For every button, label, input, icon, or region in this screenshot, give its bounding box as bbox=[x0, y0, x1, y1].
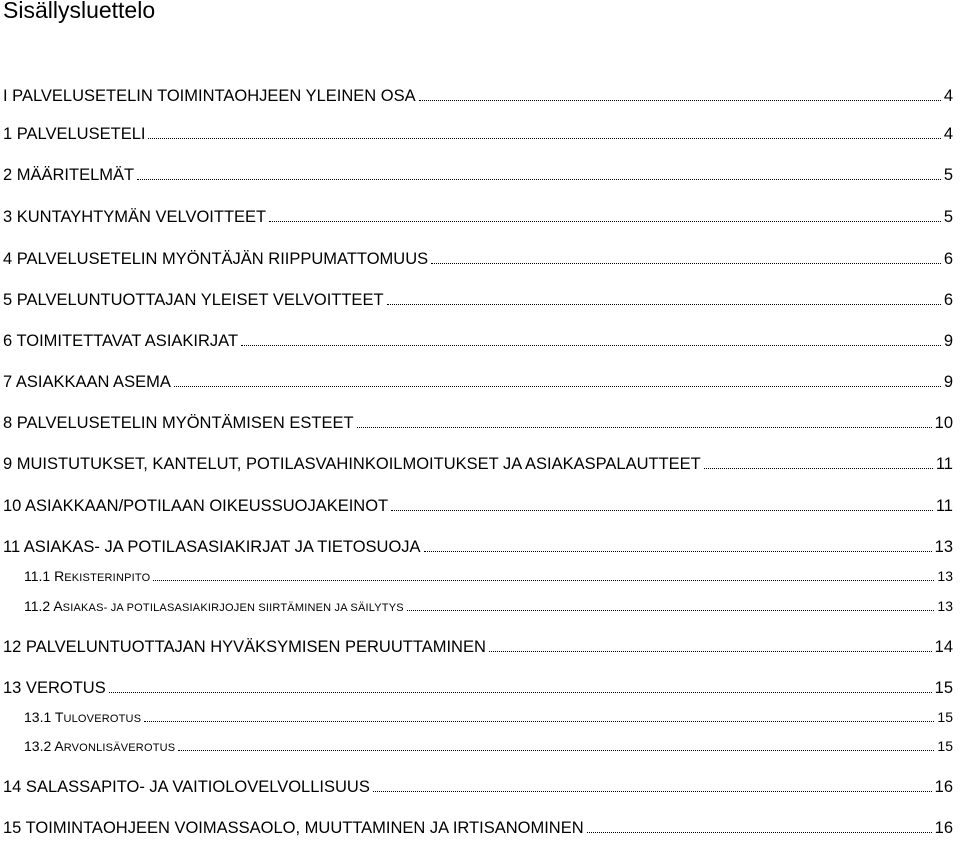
toc-subentry[interactable] bbox=[24, 566, 953, 586]
page-title: Sisällysluettelo bbox=[3, 0, 156, 23]
toc-subentry-text: ULOVEROTUS bbox=[63, 713, 142, 725]
toc-entry[interactable] bbox=[3, 678, 953, 698]
dot-leader bbox=[153, 579, 934, 581]
toc-entry[interactable] bbox=[3, 637, 953, 657]
toc-entry[interactable] bbox=[3, 413, 953, 433]
dot-leader bbox=[431, 262, 941, 264]
toc-entry-page: 5 bbox=[943, 166, 953, 184]
toc-entry-page: 16 bbox=[934, 819, 953, 837]
toc-entry[interactable] bbox=[3, 249, 953, 269]
toc-subentry-prefix: 13.2 A bbox=[24, 738, 64, 754]
toc-entry[interactable] bbox=[3, 124, 953, 144]
dot-leader bbox=[174, 385, 941, 387]
dot-leader bbox=[419, 99, 941, 101]
toc-entry[interactable] bbox=[3, 290, 953, 310]
toc-subentry-page: 13 bbox=[937, 598, 953, 614]
toc-entry[interactable] bbox=[3, 496, 953, 516]
dot-leader bbox=[407, 609, 935, 611]
dot-leader bbox=[489, 650, 932, 652]
toc-subentry-prefix: 11.2 A bbox=[24, 598, 63, 614]
toc-entry[interactable] bbox=[3, 331, 953, 351]
toc-subentry-page: 15 bbox=[937, 709, 953, 725]
toc-entry-label: 10 ASIAKKAAN/POTILAAN OIKEUSSUOJAKEINOT bbox=[3, 497, 389, 515]
toc-entry-page: 9 bbox=[943, 332, 953, 350]
toc-entry-page: 4 bbox=[943, 125, 953, 143]
toc-entry[interactable] bbox=[3, 777, 953, 797]
dot-leader bbox=[357, 426, 932, 428]
toc-entry-page: 14 bbox=[934, 638, 953, 656]
toc-entry-label: 7 ASIAKKAAN ASEMA bbox=[3, 373, 171, 391]
toc-subentry-text: RVONLISÄVEROTUS bbox=[63, 742, 176, 754]
toc-entry-page: 6 bbox=[943, 291, 953, 309]
toc-entry-label: 8 PALVELUSETELIN MYÖNTÄMISEN ESTEET bbox=[3, 414, 354, 432]
dot-leader bbox=[241, 344, 941, 346]
dot-leader bbox=[704, 467, 933, 469]
toc-subentry-prefix: 11.1 R bbox=[24, 568, 65, 584]
dot-leader bbox=[424, 550, 932, 552]
dot-leader bbox=[109, 691, 932, 693]
dot-leader bbox=[391, 509, 933, 511]
toc-entry-page: 16 bbox=[934, 778, 953, 796]
toc-subentry-label bbox=[24, 736, 175, 758]
toc-entry[interactable] bbox=[3, 818, 953, 838]
dot-leader bbox=[144, 720, 934, 722]
toc-subentry-prefix: 13.1 T bbox=[24, 709, 64, 725]
toc-entry-page: 10 bbox=[934, 414, 953, 432]
toc-entry[interactable] bbox=[3, 454, 953, 474]
toc-entry-label: 15 TOIMINTAOHJEEN VOIMASSAOLO, MUUTTAMINEN JA IRTISANOMINEN bbox=[3, 819, 584, 837]
toc-entry-label: 6 TOIMITETTAVAT ASIAKIRJAT bbox=[3, 332, 239, 350]
dot-leader bbox=[148, 137, 940, 139]
toc-entry-page: 5 bbox=[943, 208, 953, 226]
toc-subentry-page: 13 bbox=[937, 568, 953, 584]
toc-entry[interactable] bbox=[3, 165, 953, 185]
dot-leader bbox=[269, 220, 941, 222]
dot-leader bbox=[387, 303, 941, 305]
toc-subentry-page: 15 bbox=[937, 738, 953, 754]
dot-leader bbox=[137, 178, 941, 180]
dot-leader bbox=[373, 790, 932, 792]
toc-entry-label: 12 PALVELUNTUOTTAJAN HYVÄKSYMISEN PERUUTTAMINEN bbox=[3, 638, 486, 656]
toc-entry[interactable] bbox=[3, 86, 953, 106]
toc-entry-label: 2 MÄÄRITELMÄT bbox=[3, 166, 135, 184]
toc-entry-label: 11 ASIAKAS- JA POTILASASIAKIRJAT JA TIETOSUOJA bbox=[3, 538, 421, 556]
toc-entry[interactable] bbox=[3, 537, 953, 557]
toc-entry[interactable] bbox=[3, 372, 953, 392]
toc-entry-page: 4 bbox=[943, 87, 953, 105]
toc-entry-page: 15 bbox=[934, 679, 953, 697]
toc-entry-page: 13 bbox=[934, 538, 953, 556]
toc-entry-label: 1 PALVELUSETELI bbox=[3, 125, 146, 143]
toc-entry-page: 11 bbox=[935, 497, 953, 515]
toc-subentry-text: EKISTERINPITO bbox=[64, 572, 151, 584]
toc-subentry-label bbox=[24, 707, 141, 729]
toc-subentry[interactable] bbox=[24, 596, 953, 616]
toc-subentry-label bbox=[24, 566, 150, 588]
toc-entry-label: 4 PALVELUSETELIN MYÖNTÄJÄN RIIPPUMATTOMUUS bbox=[3, 250, 429, 268]
toc-entry-label: 13 VEROTUS bbox=[3, 679, 106, 697]
toc-entry-page: 6 bbox=[943, 250, 953, 268]
dot-leader bbox=[178, 749, 934, 751]
toc-entry-page: 11 bbox=[935, 455, 953, 473]
toc-entry-label: I PALVELUSETELIN TOIMINTAOHJEEN YLEINEN OSA bbox=[3, 87, 416, 105]
toc-entry-page: 9 bbox=[943, 373, 953, 391]
toc-subentry[interactable] bbox=[24, 736, 953, 756]
toc-entry-label: 3 KUNTAYHTYMÄN VELVOITTEET bbox=[3, 208, 267, 226]
toc-entry-label: 5 PALVELUNTUOTTAJAN YLEISET VELVOITTEET bbox=[3, 291, 384, 309]
toc-entry[interactable] bbox=[3, 207, 953, 227]
toc-entry-label: 9 MUISTUTUKSET, KANTELUT, POTILASVAHINKOILMOITUKSET JA ASIAKASPALAUTTEET bbox=[3, 455, 701, 473]
toc-subentry-text: SIAKAS- JA POTILASASIAKIRJOJEN SIIRTÄMINEN JA SÄILYTYS bbox=[62, 602, 404, 614]
dot-leader bbox=[587, 831, 932, 833]
toc-entry-label: 14 SALASSAPITO- JA VAITIOLOVELVOLLISUUS bbox=[3, 778, 370, 796]
toc-subentry-label bbox=[24, 596, 404, 618]
toc-subentry[interactable] bbox=[24, 707, 953, 727]
